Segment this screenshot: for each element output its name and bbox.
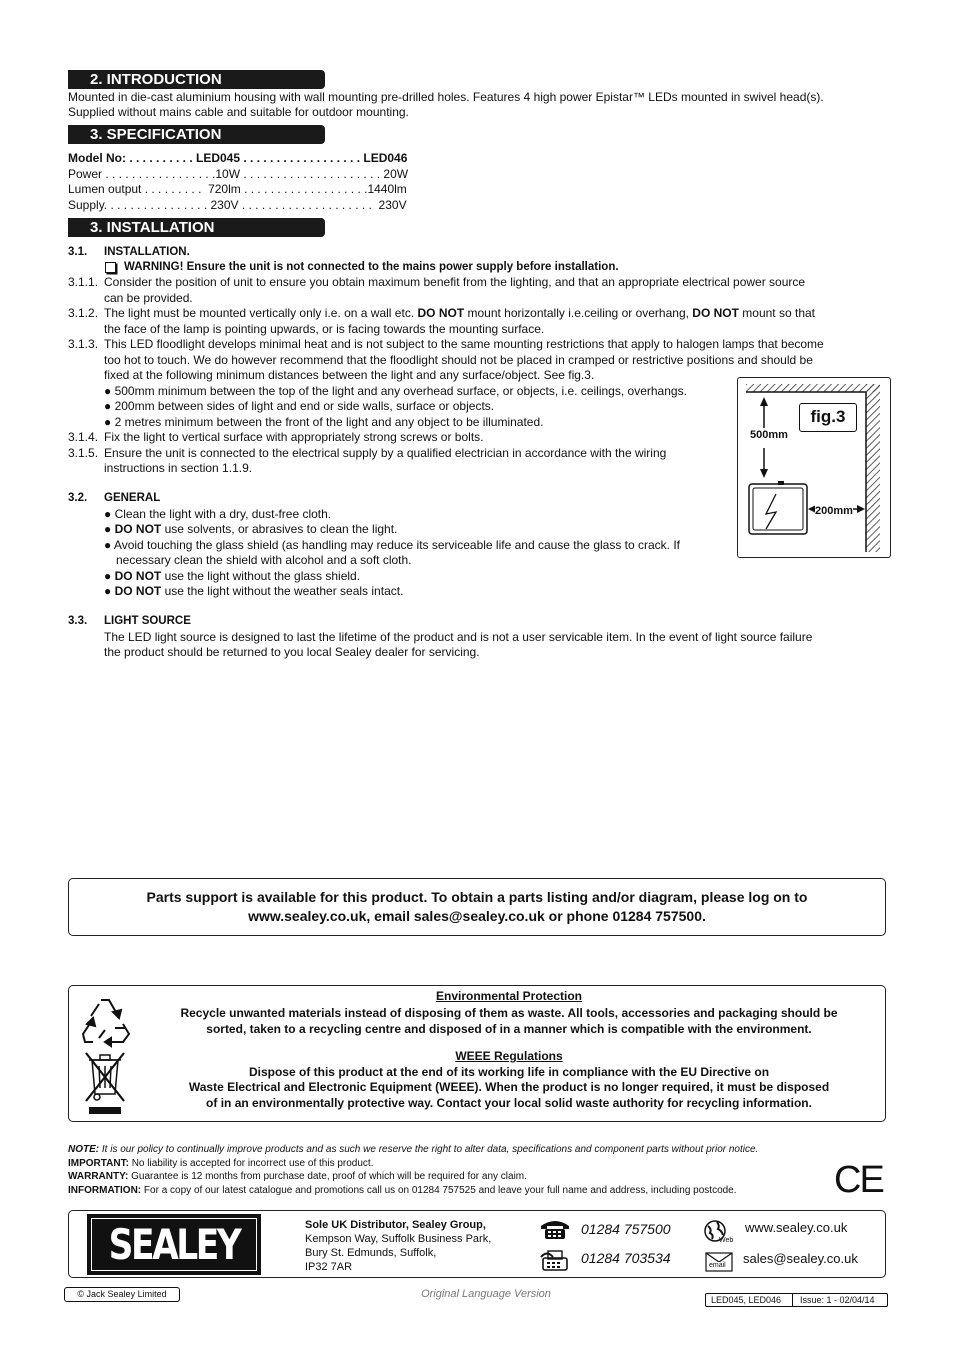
section-heading-specification: 3. SPECIFICATION (68, 125, 325, 144)
subsection-title-light-source: LIGHT SOURCE (104, 615, 191, 627)
information-line: INFORMATION: For a copy of our latest catalogue and promotions call us on 01284 757525 and leave your full name and address, including postcode. (68, 1184, 737, 1196)
section-number: 3.1.2. (68, 306, 99, 320)
figure-3 (737, 377, 891, 558)
paragraph-line: Consider the position of unit to ensure you obtain maximum benefit from the lighting, and that an appropriate electrical power source (104, 275, 806, 289)
website-link[interactable]: www.sealey.co.uk (745, 1220, 848, 1235)
intro-text-line2: Supplied without mains cable and suitable for outdoor mounting. (68, 105, 409, 119)
environmental-box (68, 985, 886, 1122)
paragraph-line: The light must be mounted vertically only i.e. on a wall etc. DO NOT mount horizontally i.e.ceiling or overhang, DO NOT mount so that (104, 306, 815, 320)
spec-row-power: Power . . . . . . . . . . . . . . . . .10W . . . . . . . . . . . . . . . . . . . . . 20W (68, 166, 409, 181)
paragraph-line: The LED light source is designed to last the lifetime of the product and is not a user servicable item. In the event of light source failure (104, 629, 813, 644)
email-icon-label: email (709, 1262, 726, 1269)
dimension-label-side: 200mm (815, 505, 853, 517)
distributor-title: Sole UK Distributor, Sealey Group, (305, 1219, 486, 1231)
section-heading-introduction: 2. INTRODUCTION (68, 70, 325, 89)
bullet-item: ● DO NOT use the light without the weather seals intact. (104, 584, 404, 598)
section-number: 3.3. (68, 615, 88, 627)
bullet-item: ● DO NOT use solvents, or abrasives to clean the light. (104, 522, 398, 536)
issue-date: Issue: 1 - 02/04/14 (800, 1295, 875, 1305)
section-heading-installation: 3. INSTALLATION (68, 218, 325, 237)
bullet-item: ● Avoid touching the glass shield (as handling may reduce its serviceable life and cause the glass to crack. If (104, 537, 681, 552)
address-line3: IP32 7AR (305, 1261, 353, 1273)
fax-number[interactable]: 01284 703534 (581, 1250, 671, 1266)
telephone-icon (539, 1218, 571, 1240)
web-icon-label: Web (719, 1237, 734, 1244)
language-version: Original Language Version (421, 1288, 551, 1300)
parts-support-line1: Parts support is available for this product. To obtain a parts listing and/or diagram, please log on to (146, 889, 808, 905)
email-link[interactable]: sales@sealey.co.uk (743, 1251, 858, 1266)
intro-text-line1: Mounted in die-cast aluminium housing with wall mounting pre-drilled holes. Features 4 high power Epistar™ LEDs mounted in swivel head(s). (68, 90, 824, 104)
warning-text: WARNING! Ensure the unit is not connected to the mains power supply before installation. (124, 261, 619, 273)
warranty-line: WARRANTY: Guarantee is 12 months from purchase date, proof of which will be required for any claim. (68, 1171, 527, 1182)
env-protection-title: Environmental Protection (435, 989, 583, 1003)
env-text-line1: Recycle unwanted materials instead of disposing of them as waste. All tools, accessories and packaging should be (180, 1006, 838, 1020)
paragraph-line: the product should be returned to you local Sealey dealer for servicing. (104, 645, 480, 659)
address-line2: Bury St. Edmunds, Suffolk, (305, 1247, 437, 1259)
paragraph-line: Fix the light to vertical surface with appropriately strong screws or bolts. (104, 430, 484, 444)
figure-label: fig.3 (799, 403, 857, 432)
paragraph-line: fixed at the following minimum distances between the light and any surface/object. See fig.3. (104, 368, 595, 382)
paragraph-line: too hot to touch. We do however recommend that the floodlight should not be placed in cramped or restrictive positions and should be (104, 352, 813, 367)
bullet-item: ● 2 metres minimum between the front of the light and any object to be illuminated. (104, 414, 544, 429)
paragraph-line: This LED floodlight develops minimal heat and is not subject to the same mounting restrictions that apply to halogen lamps that become (104, 337, 824, 351)
spec-row-model: Model No: . . . . . . . . . . LED045 . . . . . . . . . . . . . . . . . . LED046 (68, 151, 408, 165)
phone-number[interactable]: 01284 757500 (581, 1221, 671, 1237)
model-numbers: LED045, LED046 (711, 1295, 782, 1305)
bullet-item-continuation: necessary clean the shield with alcohol and a soft cloth. (116, 553, 412, 567)
bullet-item: ● 500mm minimum between the top of the light and any overhead surface, or objects, i.e. ceilings, overhangs. (104, 383, 687, 398)
paragraph-line: the face of the lamp is pointing upwards, or is facing towards the mounting surface. (104, 321, 545, 336)
important-line: IMPORTANT: No liability is accepted for incorrect use of this product. (68, 1157, 374, 1169)
ce-mark: CE (834, 1159, 883, 1201)
section-number: 3.1.1. (68, 275, 99, 289)
paragraph-line: can be provided. (104, 290, 193, 305)
spec-row-lumen: Lumen output . . . . . . . . . 720lm . . . . . . . . . . . . . . . . . . .1440lm (68, 182, 407, 196)
address-line1: Kempson Way, Suffolk Business Park, (305, 1233, 492, 1245)
weee-text-line1: Dispose of this product at the end of its working life in compliance with the EU Directive on (248, 1064, 770, 1079)
parts-support-box (68, 878, 886, 936)
sealey-logo: SEALEY (87, 1214, 261, 1275)
env-text-line2: sorted, taken to a recycling centre and disposed of in a manner which is compatible with the environment. (206, 1021, 812, 1036)
bullet-item: ● Clean the light with a dry, dust-free cloth. (104, 506, 332, 521)
spec-row-supply: Supply. . . . . . . . . . . . . . . . 230V . . . . . . . . . . . . . . . . . . . . 230V (68, 197, 407, 212)
copyright-badge: © Jack Sealey Limited (64, 1287, 180, 1302)
weee-text-line3: of in an environmentally protective way. Contact your local solid waste authority for recycling information. (206, 1095, 812, 1110)
bullet-item: ● 200mm between sides of light and end or side walls, surface or objects. (104, 399, 495, 413)
dimension-label-top: 500mm (750, 429, 788, 441)
section-number: 3.1.5. (68, 445, 99, 460)
crossed-bin-icon (83, 1050, 127, 1116)
paragraph-line: Ensure the unit is connected to the electrical supply by a qualified electrician in accordance with the wiring (104, 445, 667, 460)
ceiling-hatch (746, 384, 880, 392)
footer-contact-box (68, 1210, 886, 1278)
floodlight-outline (749, 484, 807, 534)
section-number: 3.1. (68, 246, 88, 258)
issue-badge (705, 1293, 888, 1307)
subsection-title-general: GENERAL (104, 492, 161, 504)
parts-support-line2: www.sealey.co.uk, email sales@sealey.co.uk or phone 01284 757500. (248, 907, 706, 924)
checkbox-square-icon (105, 262, 116, 273)
weee-title: WEEE Regulations (455, 1049, 563, 1063)
note-line: NOTE: It is our policy to continually improve products and as such we reserve the right to alter data, specifications and component parts without prior notice. (68, 1144, 759, 1155)
wall-hatch (866, 384, 880, 552)
section-number: 3.1.3. (68, 337, 99, 351)
fax-icon (539, 1248, 571, 1272)
section-number: 3.1.4. (68, 430, 99, 444)
bullet-item: ● DO NOT use the light without the glass shield. (104, 568, 361, 583)
subsection-title-installation: INSTALLATION. (104, 246, 190, 258)
section-number: 3.2. (68, 492, 88, 504)
paragraph-line: instructions in section 1.1.9. (104, 461, 253, 475)
weee-text-line2: Waste Electrical and Electronic Equipment (WEEE). When the product is no longer required, it must be disposed (188, 1080, 830, 1094)
